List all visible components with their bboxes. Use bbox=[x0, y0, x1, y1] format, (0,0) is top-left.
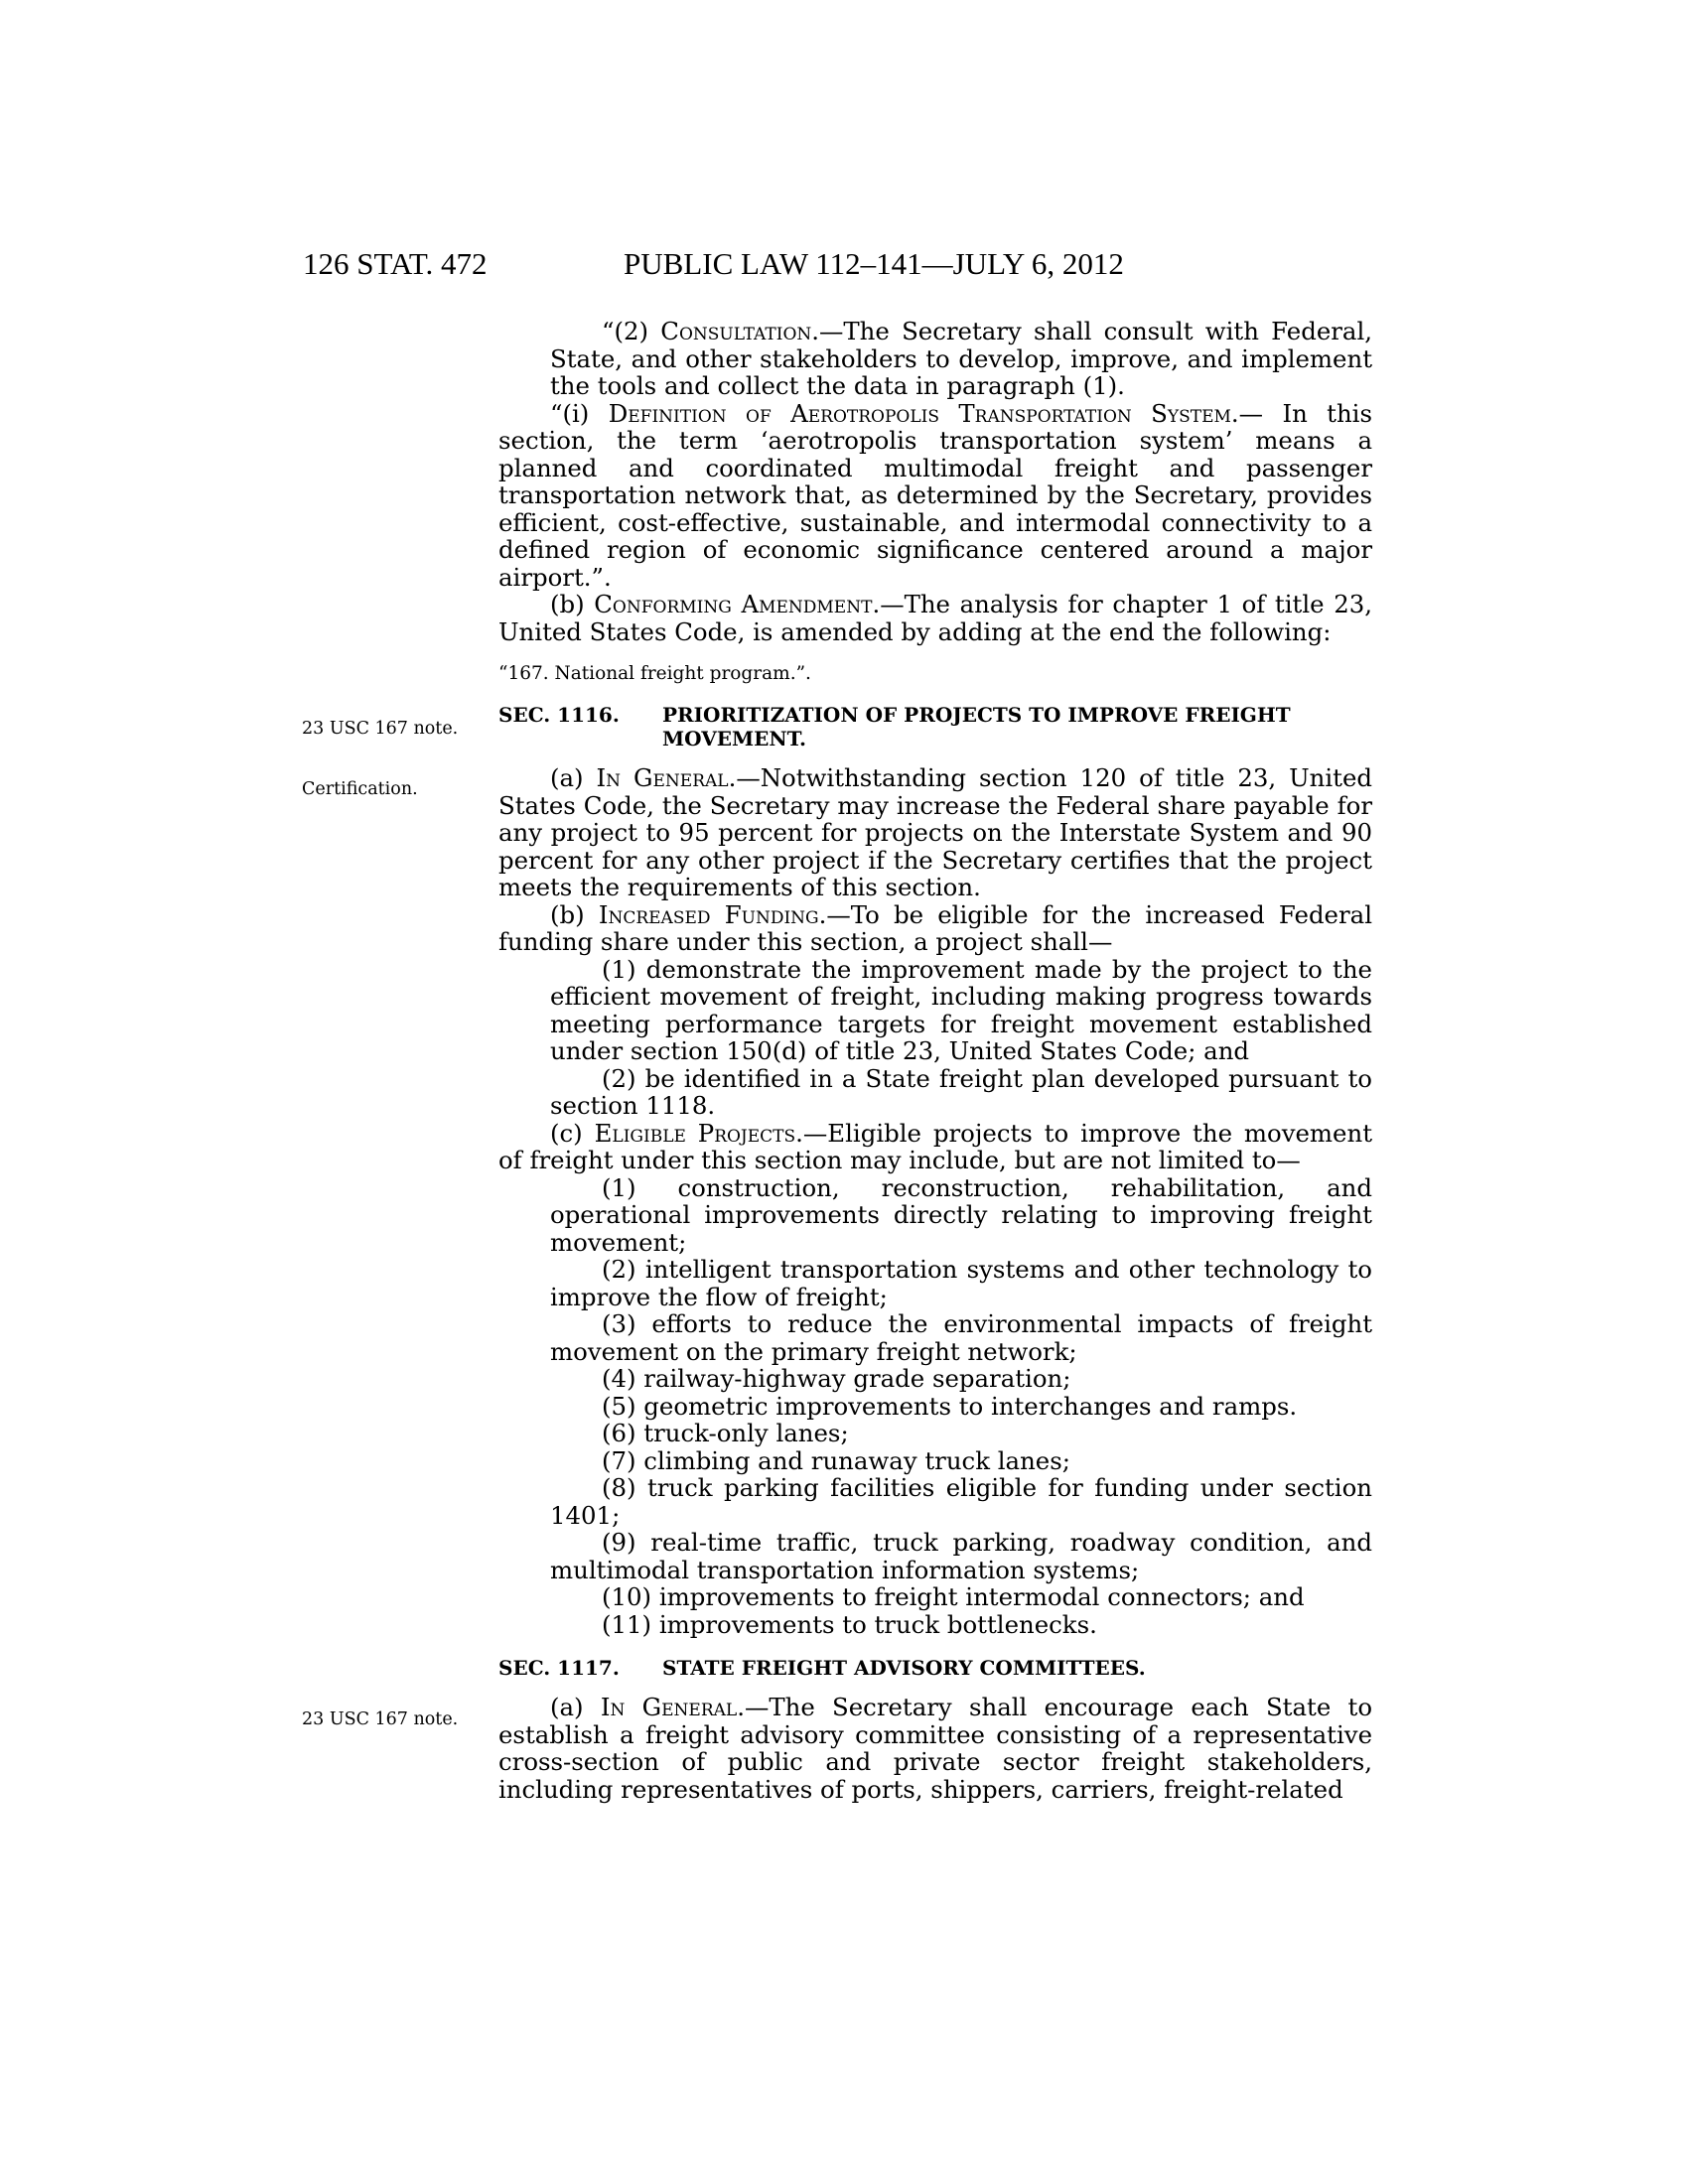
list-item: (9) real-time traffic, truck parking, roadway condition, and multimodal transportation information systems; bbox=[550, 1528, 1372, 1584]
paragraph-1116-c: (c) Eligible Projects.—Eligible projects to improve the movement of freight under this section may include, but are not limited to— bbox=[498, 1118, 1372, 1174]
margin-note-usc-1116: 23 USC 167 note. bbox=[302, 719, 459, 739]
section-1116-number: SEC. 1116. bbox=[498, 703, 620, 727]
section-1117-heading bbox=[498, 1656, 1372, 1680]
paragraph-1116-b: (b) Increased Funding.—To be eligible for the increased Federal funding share under this section, a project shall— bbox=[498, 899, 1372, 956]
list-item: (7) climbing and runaway truck lanes; bbox=[602, 1445, 1070, 1475]
section-1116-title: PRIORITIZATION OF PROJECTS TO IMPROVE FREIGHT bbox=[662, 703, 1291, 727]
section-1117-number: SEC. 1117. bbox=[498, 1656, 620, 1680]
paragraph-aerotropolis-definition: “(i) Definition of Aerotropolis Transportation System.— In this section, the term ‘aerotropolis transportation system’ means a planned and coordinated multimodal freight and passenger transportation network that, as determined by the Secretary, provides efficient, cost-effective, sustainable, and intermodal connectivity to a defined region of economic significance centered around a major airport.”. bbox=[498, 398, 1373, 592]
margin-note-usc-1117: 23 USC 167 note. bbox=[302, 1709, 459, 1729]
paragraph-1116-b-2: (2) be identified in a State freight plan developed pursuant to section 1118. bbox=[550, 1063, 1372, 1120]
list-item: (4) railway-highway grade separation; bbox=[602, 1364, 1071, 1393]
section-1116-title-cont: MOVEMENT. bbox=[662, 727, 806, 751]
document-body bbox=[498, 318, 1372, 1803]
list-item: (8) truck parking facilities eligible for funding under section 1401; bbox=[550, 1473, 1372, 1530]
list-item: (1) construction, reconstruction, rehabilitation, and operational improvements directly relating to improving freight movement; bbox=[550, 1172, 1372, 1257]
list-item: (11) improvements to truck bottlenecks. bbox=[602, 1609, 1097, 1639]
list-item: (3) efforts to reduce the environmental impacts of freight movement on the primary freight network; bbox=[550, 1309, 1372, 1366]
page-header bbox=[0, 246, 1688, 286]
public-law-title: PUBLIC LAW 112–141—JULY 6, 2012 bbox=[624, 246, 1124, 281]
margin-note-certification: Certification. bbox=[302, 779, 418, 799]
statute-page-number: 126 STAT. 472 bbox=[303, 246, 488, 281]
list-item: (2) intelligent transportation systems and other technology to improve the flow of freight; bbox=[550, 1255, 1372, 1311]
section-1117-title: STATE FREIGHT ADVISORY COMMITTEES. bbox=[662, 1656, 1146, 1680]
list-item: (5) geometric improvements to interchanges and ramps. bbox=[602, 1391, 1298, 1421]
section-1116-heading bbox=[498, 703, 1372, 751]
paragraph-consultation: “(2) Consultation.—The Secretary shall consult with Federal, State, and other stakeholders to develop, improve, and implement the tools and collect the data in paragraph (1). bbox=[550, 317, 1373, 400]
paragraph-1117-a: (a) In General.—The Secretary shall encourage each State to establish a freight advisory committee consisting of a representative cross-section of public and private sector freight stakeholders, including representatives of ports, shippers, carriers, freight-related bbox=[498, 1693, 1373, 1804]
list-item: (10) improvements to freight intermodal connectors; and bbox=[602, 1582, 1305, 1611]
paragraph-1116-b-1: (1) demonstrate the improvement made by the project to the efficient movement of freight, including making progress towards meeting performance targets for freight movement established under section 150(d) of title 23, United States Code; and bbox=[550, 954, 1372, 1065]
analysis-entry: “167. National freight program.”. bbox=[498, 663, 811, 684]
list-item: (6) truck-only lanes; bbox=[602, 1419, 849, 1447]
paragraph-1116-a: (a) In General.—Notwithstanding section 120 of title 23, United States Code, the Secretary may increase the Federal share payable for any project to 95 percent for projects on the Interstate System and 90 percent for any other project if the Secretary certifies that the project meets the requirements of this section. bbox=[498, 763, 1373, 901]
paragraph-conforming-amendment: (b) Conforming Amendment.—The analysis for chapter 1 of title 23, United States Code, is amended by adding at the end the following: bbox=[498, 590, 1372, 646]
